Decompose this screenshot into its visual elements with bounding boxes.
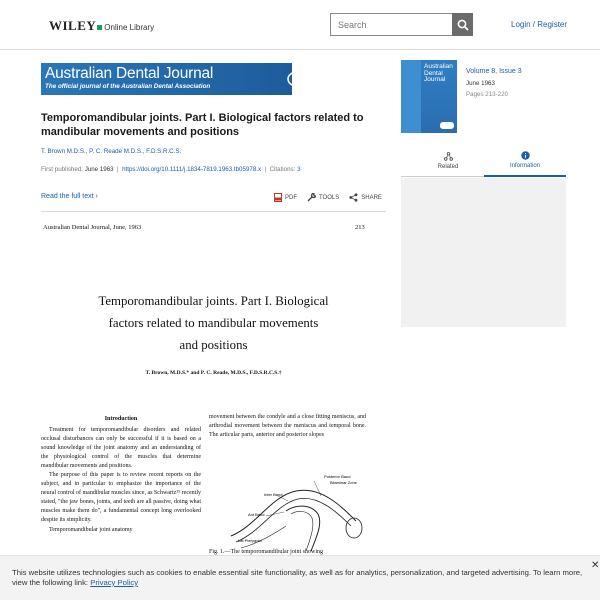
cover-strip — [401, 60, 421, 133]
fig-label: Posterior Band — [324, 474, 351, 479]
scan-paragraph: Temporomandibular joint anatomy — [49, 526, 133, 533]
divider — [41, 211, 386, 212]
share-label: SHARE — [361, 194, 382, 201]
author-link[interactable]: P. C. Reade M.D.S., F.D.S.R.C.S. — [89, 148, 182, 155]
tools-button[interactable] — [307, 193, 339, 202]
scan-running-head: Australian Dental Journal, June, 1963 — [43, 224, 142, 231]
related-network-icon — [444, 152, 453, 161]
fig-label: Ant Band — [248, 512, 265, 517]
citations-count[interactable]: 3 — [297, 166, 301, 173]
scan-title-line: factors related to mandibular movements — [108, 316, 319, 330]
search-icon — [457, 19, 469, 31]
close-icon[interactable]: ✕ — [591, 560, 600, 571]
volume-issue-link[interactable]: Volume 8, Issue 3 — [466, 68, 522, 75]
author-link[interactable]: T. Brown M.D.S. — [41, 148, 86, 155]
first-published-label: First published: — [41, 166, 83, 173]
scan-title — [41, 290, 386, 356]
article-first-page-preview — [41, 216, 386, 561]
journal-banner[interactable] — [41, 63, 317, 95]
wrench-icon — [307, 193, 316, 202]
cookie-message: This website utilizes technologies such as cookies to enable essential site functionality, as well as for analytics, personalization, and targeted advertising. To learn more, view the following link: — [12, 568, 583, 587]
scan-column-left — [41, 415, 201, 536]
journal-banner-title: Australian Dental Journal — [45, 65, 214, 82]
article-meta: First published: June 1963 | https://doi.org/10.1111/j.1834-7819.1963.tb05978.x | Citations: 3 — [41, 166, 301, 173]
login-register-link[interactable]: Login / Register — [511, 20, 568, 29]
article-tools-bar — [274, 193, 382, 202]
logo-dot-icon — [97, 25, 102, 30]
search-box — [330, 13, 452, 36]
search-input[interactable] — [331, 14, 452, 35]
sidebar-tabs — [401, 144, 566, 177]
share-icon — [349, 193, 358, 202]
scan-paragraph: Treatment for temporomandibular disorders and related occlusal disturbances can only be successful if it is based on a sound knowledge of the joint anatomy and an understanding of the physiological control of the muscles that determine mandibular movements and positions. — [41, 426, 201, 469]
logo-wiley-text: WILEY — [49, 18, 97, 33]
tab-related[interactable] — [407, 144, 489, 177]
info-icon — [521, 151, 530, 160]
pdf-label: PDF — [285, 194, 297, 201]
author-list: T. Brown M.D.S., P. C. Reade M.D.S., F.D.S.R.C.S. — [41, 148, 182, 155]
scan-figure-caption: Fig. 1.—The temporomandibular joint showing — [209, 549, 323, 555]
share-button[interactable] — [349, 193, 382, 202]
fig-label: Bilaminar Zone — [330, 480, 357, 485]
journal-cover-thumbnail[interactable] — [401, 60, 457, 133]
tools-label: TOOLS — [319, 194, 340, 201]
tab-information-label: Information — [509, 162, 540, 169]
cookie-text — [12, 568, 590, 588]
citations-label: Citations: — [269, 166, 296, 173]
tmj-diagram — [226, 466, 376, 551]
journal-banner-subtitle: The official journal of the Australian Dental Association — [45, 83, 211, 90]
scan-paragraph: The purpose of this paper is to review recent reports on the subject, and in particular to emphasize the importance of the neural control of mandibular muscles since, as Schwartz¹⁵ recently stated, "the jaw bones, joints, and teeth are all passive, doing what muscles make them do", a fundamental concept long overlooked despite its simplicity. — [41, 472, 202, 523]
scan-column-right — [209, 413, 366, 441]
scan-intro-heading: Introduction — [104, 416, 138, 422]
search-button[interactable] — [452, 13, 473, 36]
scan-title-line: Temporomandibular joints. Part I. Biological — [98, 294, 329, 308]
information-panel — [401, 178, 566, 327]
tab-related-label: Related — [437, 163, 459, 170]
privacy-policy-link[interactable]: Privacy Policy — [90, 577, 139, 587]
wiley-logo[interactable] — [49, 18, 154, 34]
logo-online-library-text: Online Library — [104, 23, 155, 32]
cover-title: Australian Dental Journal — [424, 63, 453, 83]
issue-date: June 1963 — [466, 80, 495, 87]
tab-information[interactable] — [484, 144, 566, 177]
scan-authors: T. Brown, M.D.S.* and P. C. Reade, M.D.S., F.D.S.R.C.S.† — [145, 370, 282, 376]
fig-label: Lat Pterygoid — [238, 538, 262, 543]
issue-pages: Pages 213-220 — [466, 91, 508, 98]
ada-logo: ADA — [286, 68, 292, 90]
pdf-icon — [274, 193, 282, 202]
pdf-button[interactable] — [274, 193, 297, 202]
cookie-banner — [0, 555, 600, 600]
first-published-date: June 1963 — [84, 166, 114, 173]
site-header — [0, 0, 600, 50]
article-title: Temporomandibular joints. Part I. Biological factors related to mandibular movements and positions — [41, 112, 364, 138]
chevron-right-icon: › — [95, 193, 98, 200]
scan-paragraph: movement between the condyle and a close fitting meniscus, and arthrodial movement between the meniscus and temporal bone. The articular parts, anterior and posterior slopes — [209, 414, 366, 438]
fig-label: Inter Band — [264, 492, 283, 497]
doi-link[interactable]: https://doi.org/10.1111/j.1834-7819.1963.tb05978.x — [122, 166, 262, 173]
scan-title-line: and positions — [179, 338, 248, 352]
cover-ada-logo-icon — [440, 122, 454, 129]
read-full-text-label: Read the full text — [41, 193, 94, 200]
scan-page-number: 213 — [355, 224, 365, 231]
read-full-text-link[interactable] — [41, 193, 98, 200]
